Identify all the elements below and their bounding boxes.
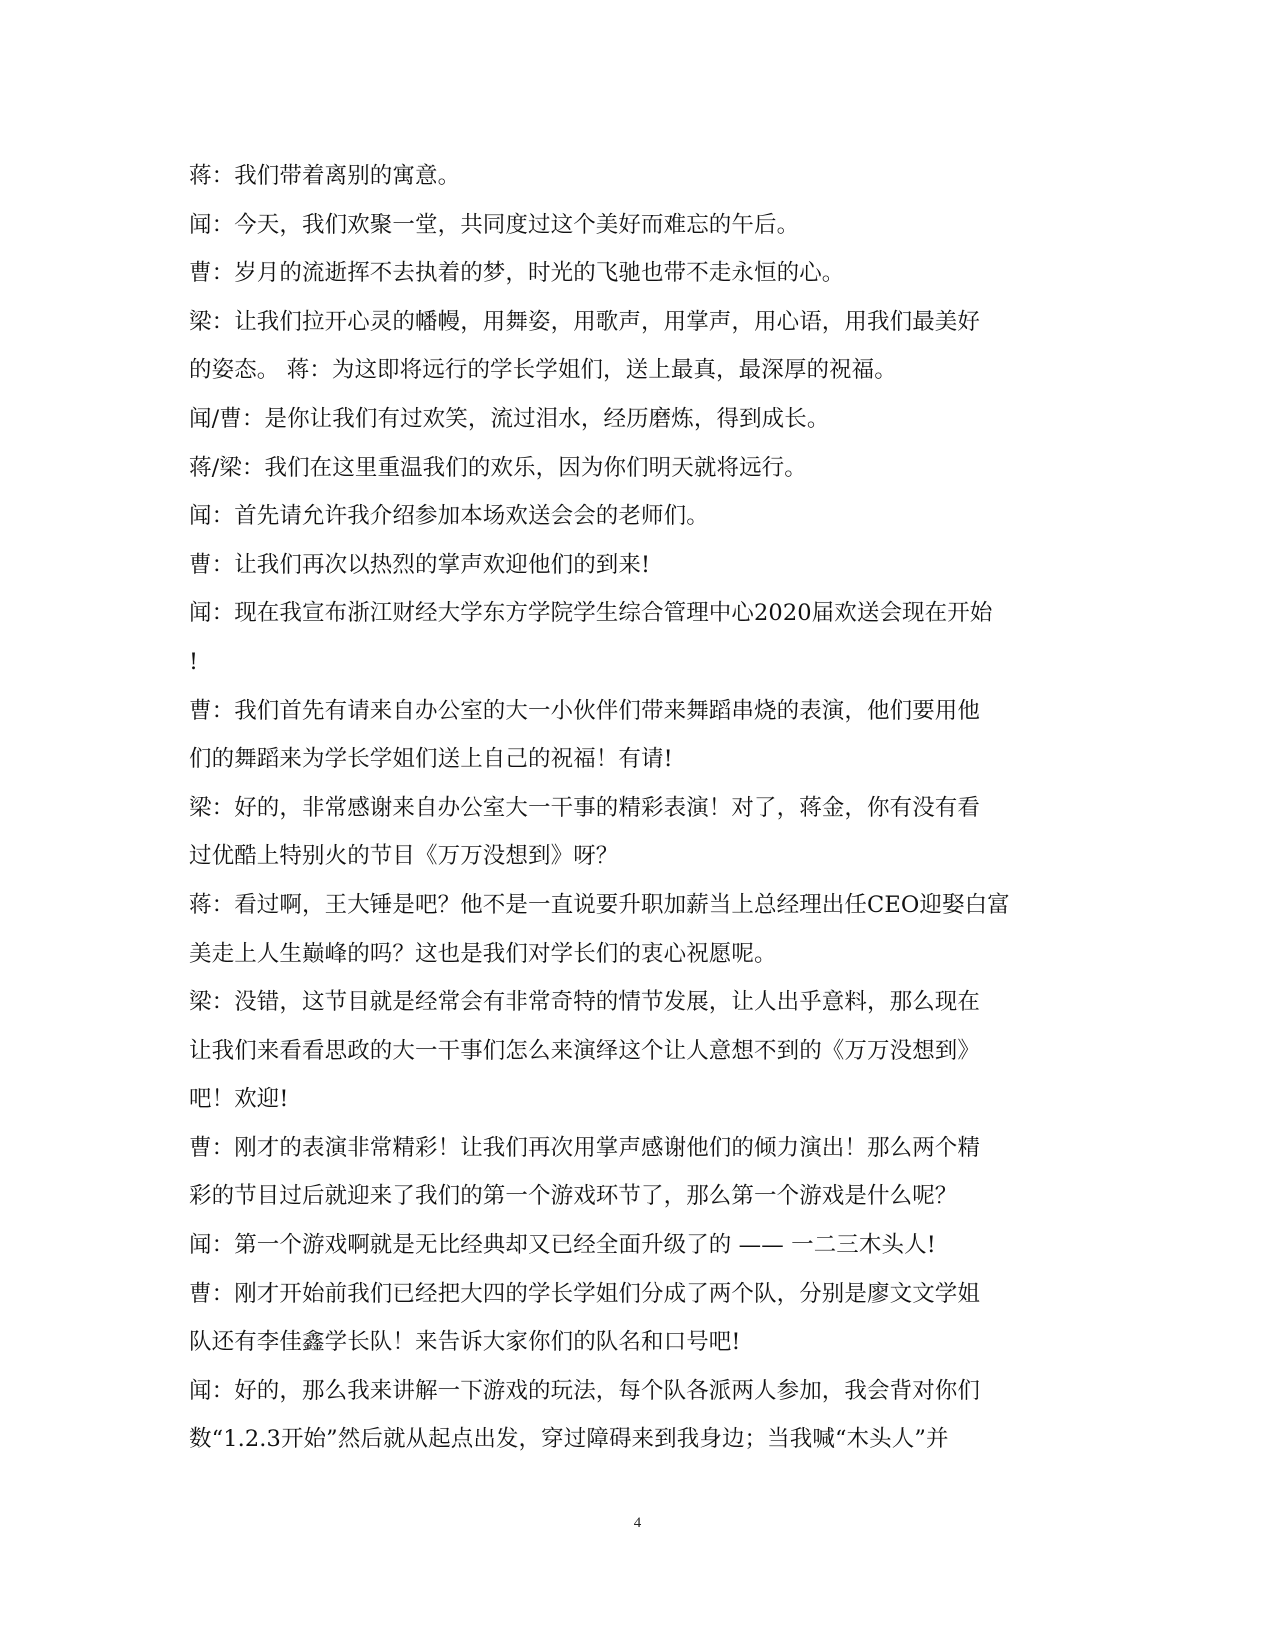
text-line: 彩的节目过后就迎来了我们的第一个游戏环节了，那么第一个游戏是什么呢？ (189, 1183, 958, 1210)
text-line: 蒋/梁：我们在这里重温我们的欢乐，因为你们明天就将远行。 (189, 454, 807, 481)
text-line: 吧！欢迎! (189, 1086, 289, 1113)
text-line: 曹：让我们再次以热烈的掌声欢迎他们的到来! (189, 551, 651, 578)
text-line: 梁：让我们拉开心灵的幡幔，用舞姿，用歌声，用掌声，用心语，用我们最美好 (189, 308, 981, 335)
text-line: 曹：刚才开始前我们已经把大四的学长学姐们分成了两个队，分别是廖文文学姐 (189, 1280, 981, 1307)
text-line: 闻：第一个游戏啊就是无比经典却又已经全面升级了的 —— 一二三木头人! (189, 1232, 936, 1259)
text-line: 曹：刚才的表演非常精彩！让我们再次用掌声感谢他们的倾力演出！那么两个精 (189, 1134, 981, 1161)
text-line: 美走上人生巅峰的吗？这也是我们对学长们的衷心祝愿呢。 (189, 940, 777, 967)
text-line: ! (189, 648, 199, 675)
text-line: 闻：首先请允许我介绍参加本场欢送会会的老师们。 (189, 503, 709, 530)
text-line: 曹：我们首先有请来自办公室的大一小伙伴们带来舞蹈串烧的表演，他们要用他 (189, 697, 981, 724)
text-line: 闻/曹：是你让我们有过欢笑，流过泪水，经历磨炼，得到成长。 (189, 405, 830, 432)
text-line: 闻：好的，那么我来讲解一下游戏的玩法，每个队各派两人参加，我会背对你们 (189, 1377, 981, 1404)
text-line: 曹：岁月的流逝挥不去执着的梦，时光的飞驰也带不走永恒的心。 (189, 260, 845, 287)
text-line: 过优酷上特别火的节目《万万没想到》呀？ (189, 843, 619, 870)
text-line: 闻：现在我宣布浙江财经大学东方学院学生综合管理中心2020届欢送会现在开始 (189, 600, 993, 627)
text-line: 数“1.2.3开始”然后就从起点出发，穿过障碍来到我身边；当我喊“木头人”并 (189, 1426, 949, 1453)
script-body (189, 152, 1069, 1464)
text-line: 蒋：我们带着离别的寓意。 (189, 163, 461, 189)
page-number: 4 (633, 1515, 642, 1531)
text-line: 梁：没错，这节目就是经常会有非常奇特的情节发展，让人出乎意料，那么现在 (189, 989, 981, 1016)
text-line: 闻：今天，我们欢聚一堂，共同度过这个美好而难忘的午后。 (189, 211, 800, 238)
text-line: 梁：好的，非常感谢来自办公室大一干事的精彩表演！对了，蒋金，你有没有看 (189, 794, 981, 821)
text-line: 们的舞蹈来为学长学姐们送上自己的祝福！有请! (189, 746, 673, 773)
text-line: 蒋：看过啊，王大锤是吧？他不是一直说要升职加薪当上总经理出任CEO迎娶白富 (189, 891, 1010, 918)
text-line: 让我们来看看思政的大一干事们怎么来演绎这个让人意想不到的《万万没想到》 (189, 1037, 981, 1064)
text-line: 的姿态。 蒋：为这即将远行的学长学姐们，送上最真，最深厚的祝福。 (189, 357, 897, 384)
text-line: 队还有李佳鑫学长队！来告诉大家你们的队名和口号吧! (189, 1329, 741, 1356)
